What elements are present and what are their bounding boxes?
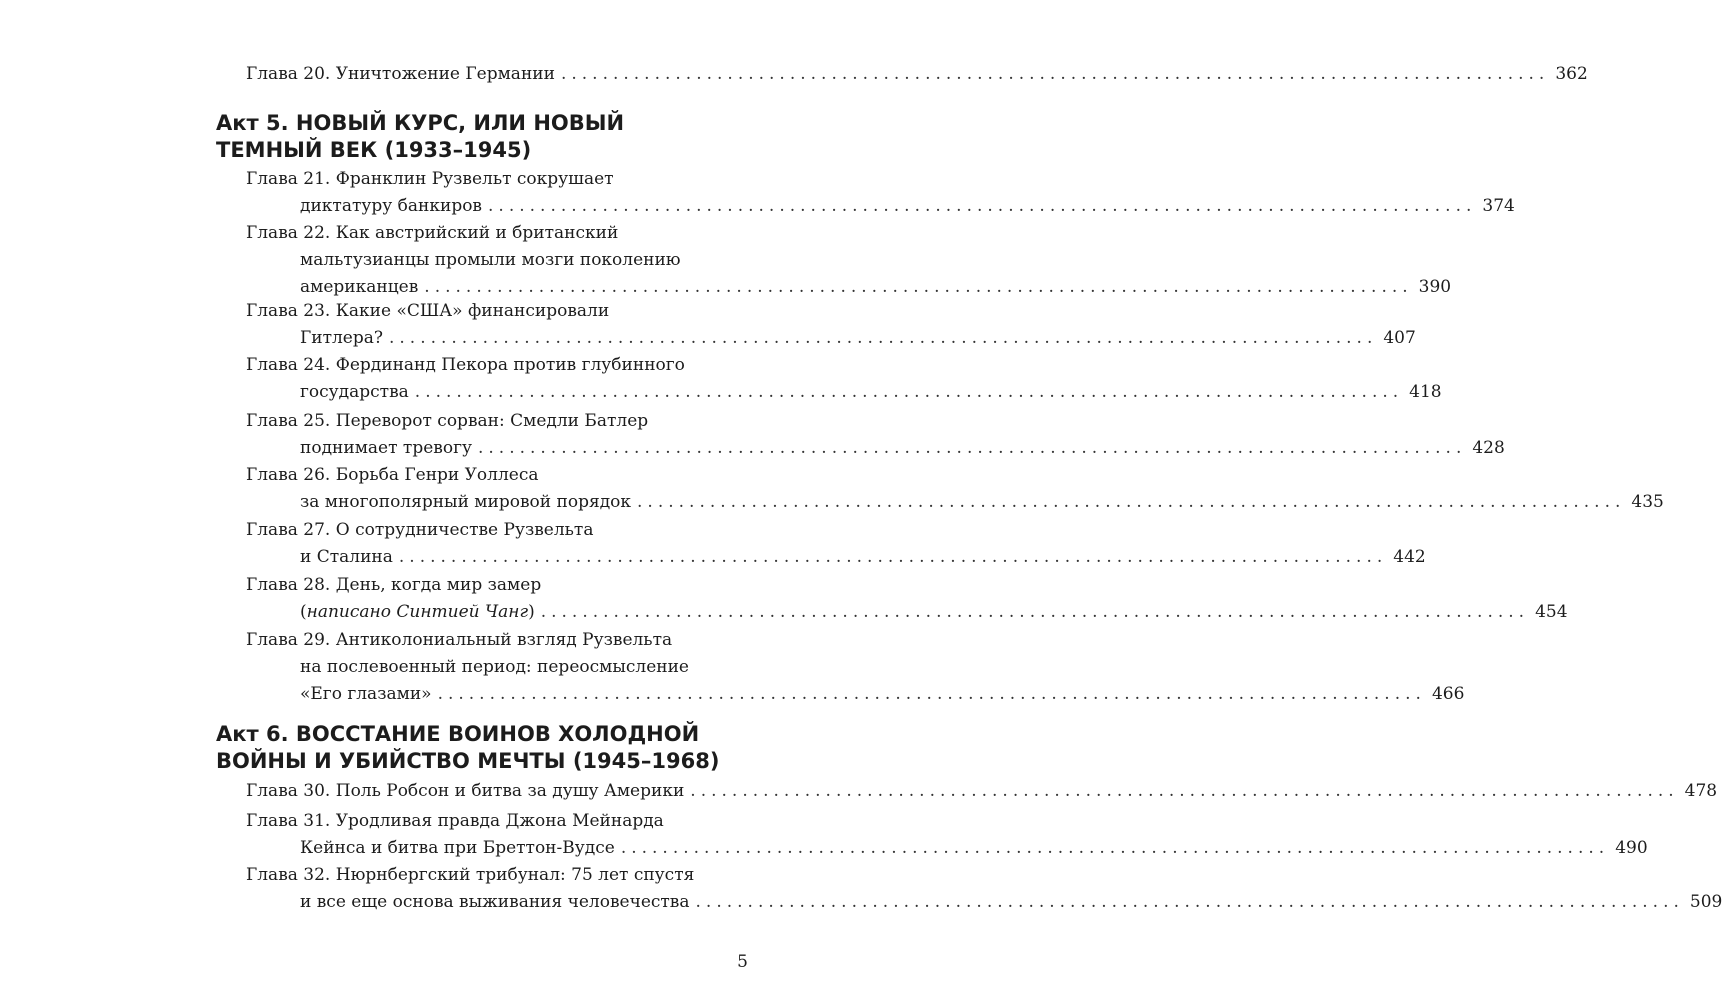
- act-heading-line: ТЕМНЫЙ ВЕК (1933–1945): [216, 138, 532, 162]
- dot-leader: ...............................................................................................: [424, 277, 1413, 297]
- toc-entry-ch23[interactable]: [246, 298, 1416, 352]
- chapter-title: Глава 21. Франклин Рузвельт сокрушает: [246, 169, 614, 189]
- chapter-title-cont: мальтузианцы промыли мозги поколению: [300, 250, 681, 270]
- page-ref: 466: [1431, 684, 1465, 704]
- chapter-title: Глава 24. Фердинанд Пекора против глубинного: [246, 355, 685, 375]
- chapter-title-cont: и Сталина: [300, 547, 393, 567]
- toc-line: [246, 274, 1452, 301]
- toc-line: [246, 489, 1664, 516]
- chapter-title-cont: и все еще основа выживания человечества: [300, 892, 690, 912]
- page-ref: 478: [1684, 781, 1718, 801]
- chapter-title: Глава 29. Антиколониальный взгляд Рузвельта: [246, 630, 673, 650]
- dot-leader: ...............................................................................................: [540, 602, 1530, 622]
- page-ref: 435: [1631, 492, 1664, 512]
- chapter-title: Глава 25. Переворот сорван: Смедли Батлер: [246, 411, 649, 431]
- dot-leader: ...............................................................................................: [388, 328, 1378, 348]
- chapter-title-cont: [300, 599, 535, 626]
- chapter-title: Глава 28. День, когда мир замер: [246, 575, 542, 595]
- chapter-title: Глава 26. Борьба Генри Уоллеса: [246, 465, 539, 485]
- toc-entry-ch20[interactable]: [246, 61, 1588, 88]
- act-heading-line: Акт 6. ВОССТАНИЕ ВОИНОВ ХОЛОДНОЙ: [216, 722, 700, 746]
- toc-line: [246, 61, 1588, 88]
- toc-entry-ch27[interactable]: [246, 517, 1426, 571]
- page-ref: 490: [1615, 838, 1648, 858]
- act-6-heading: [216, 721, 736, 775]
- toc-line: [246, 379, 1442, 406]
- dot-leader: ...............................................................................................: [414, 382, 1404, 402]
- toc-entry-ch22[interactable]: [246, 220, 1452, 301]
- chapter-title-cont: Гитлера?: [300, 328, 383, 348]
- dot-leader: ...............................................................................................: [690, 781, 1679, 801]
- toc-entry-ch29[interactable]: [246, 627, 1465, 708]
- toc-entry-ch31[interactable]: [246, 808, 1648, 862]
- dot-leader: ...............................................................................................: [437, 684, 1426, 704]
- act-heading-line: ВОЙНЫ И УБИЙСТВО МЕЧТЫ (1945–1968): [216, 749, 720, 773]
- toc-line: [246, 889, 1722, 916]
- chapter-title: Глава 30. Поль Робсон и битва за душу Америки: [246, 781, 685, 801]
- page-ref: 407: [1383, 328, 1416, 348]
- chapter-title-cont: государства: [300, 382, 409, 402]
- chapter-title-cont: диктатуру банкиров: [300, 196, 483, 216]
- chapter-title: Глава 20. Уничтожение Германии: [246, 64, 555, 84]
- paren-open: (: [300, 602, 307, 622]
- toc-entry-ch26[interactable]: [246, 462, 1664, 516]
- dot-leader: ...............................................................................................: [488, 196, 1477, 216]
- chapter-title-cont: Кейнса и битва при Бреттон-Вудсе: [300, 838, 615, 858]
- toc-line: [246, 435, 1505, 462]
- toc-entry-ch32[interactable]: [246, 862, 1722, 916]
- author-note: написано Синтией Чанг: [306, 602, 529, 622]
- act-heading-line: Акт 5. НОВЫЙ КУРС, ИЛИ НОВЫЙ: [216, 111, 625, 135]
- chapter-title-cont: за многополярный мировой порядок: [300, 492, 632, 512]
- toc-line: [246, 544, 1426, 571]
- chapter-title-cont: американцев: [300, 277, 419, 297]
- dot-leader: ...............................................................................................: [560, 64, 1550, 84]
- toc-line: [246, 681, 1465, 708]
- page-ref: 442: [1393, 547, 1426, 567]
- dot-leader: ...............................................................................................: [620, 838, 1610, 858]
- toc-entry-ch28[interactable]: [246, 572, 1568, 626]
- toc-line: [246, 193, 1515, 220]
- page-ref: 509: [1689, 892, 1722, 912]
- chapter-title: Глава 27. О сотрудничестве Рузвельта: [246, 520, 594, 540]
- page-ref: 428: [1472, 438, 1505, 458]
- page-ref: 374: [1482, 196, 1515, 216]
- act-5-heading: [216, 110, 736, 164]
- toc-entry-ch30[interactable]: [246, 778, 1718, 805]
- chapter-title-cont: «Его глазами»: [300, 684, 432, 704]
- page-ref: 454: [1535, 602, 1568, 622]
- page-ref: 362: [1555, 64, 1588, 84]
- chapter-title-cont: поднимает тревогу: [300, 438, 472, 458]
- chapter-title-cont: на послевоенный период: переосмысление: [300, 657, 689, 677]
- page-number: 5: [737, 952, 748, 972]
- chapter-title: Глава 31. Уродливая правда Джона Мейнарда: [246, 811, 664, 831]
- toc-line: [246, 778, 1718, 805]
- page-ref: 418: [1409, 382, 1442, 402]
- dot-leader: ...............................................................................................: [695, 892, 1684, 912]
- toc-line: [246, 599, 1568, 626]
- dot-leader: ...............................................................................................: [398, 547, 1388, 567]
- paren-close: ): [528, 602, 535, 622]
- toc-line: [246, 325, 1416, 352]
- page-ref: 390: [1418, 277, 1452, 297]
- dot-leader: ...............................................................................................: [477, 438, 1467, 458]
- chapter-title: Глава 32. Нюрнбергский трибунал: 75 лет спустя: [246, 865, 695, 885]
- toc-entry-ch21[interactable]: [246, 166, 1515, 220]
- dot-leader: ...............................................................................................: [637, 492, 1626, 512]
- chapter-title: Глава 23. Какие «США» финансировали: [246, 301, 610, 321]
- chapter-title: Глава 22. Как австрийский и британский: [246, 223, 619, 243]
- toc-entry-ch25[interactable]: [246, 408, 1505, 462]
- toc-entry-ch24[interactable]: [246, 352, 1442, 406]
- toc-line: [246, 835, 1648, 862]
